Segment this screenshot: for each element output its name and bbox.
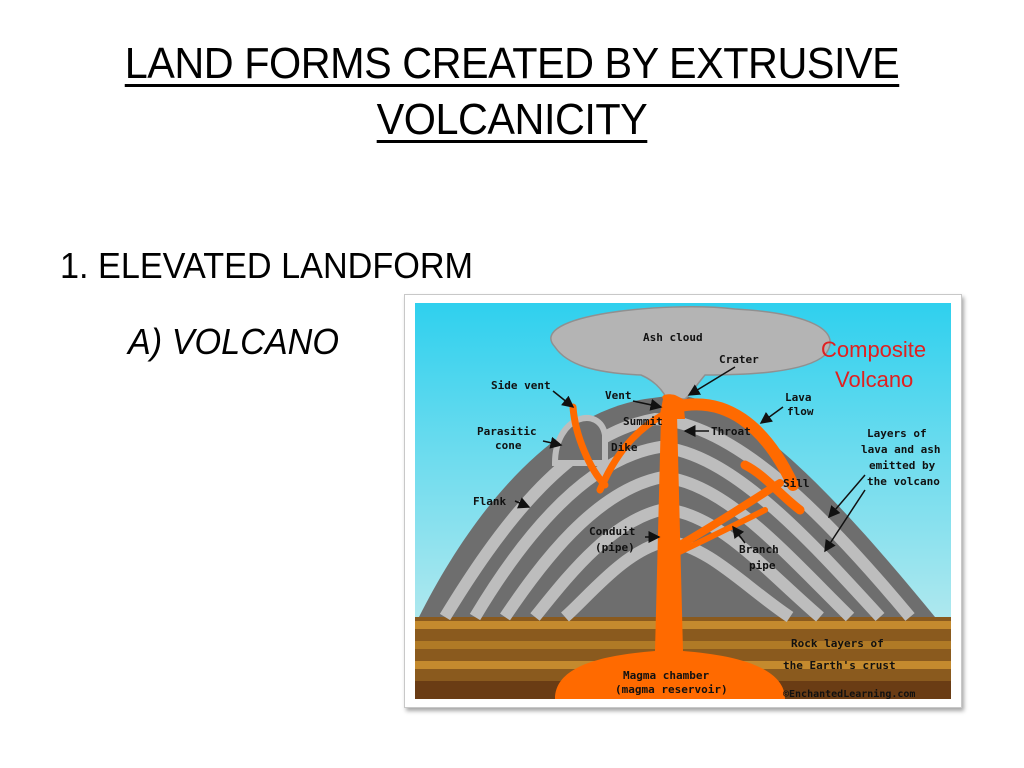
slide-title [31,36,994,148]
label-parasitic-cone-2: cone [495,439,522,452]
label-layers-3: emitted by [869,459,936,472]
label-rock-layers-2: the Earth's crust [783,659,896,672]
slide-title-line-2: VOLCANICITY [376,95,648,144]
diagram-title-line-2: Volcano [835,367,914,392]
slide-title-line-1: LAND FORMS CREATED BY EXTRUSIVE [124,39,900,88]
label-rock-layers-1: Rock layers of [791,637,884,650]
label-branch-pipe-1: Branch [739,543,779,556]
label-sill: Sill [783,477,810,490]
label-magma-chamber-1: Magma chamber [623,669,710,682]
diagram-title-line-1: Composite [821,337,927,362]
section-heading: 1. ELEVATED LANDFORM [60,245,474,286]
label-magma-chamber-2: (magma reservoir) [615,683,728,696]
label-conduit-2: (pipe) [595,541,635,554]
label-side-vent: Side vent [491,379,551,392]
label-credit: ©EnchantedLearning.com [783,689,916,700]
label-conduit-1: Conduit [589,525,636,538]
label-dike: Dike [611,441,638,454]
label-summit: Summit [623,415,663,428]
label-layers-1: Layers of [867,427,927,440]
label-ash-cloud: Ash cloud [643,331,703,344]
label-flank: Flank [473,495,507,508]
label-layers-2: lava and ash [861,443,941,456]
label-branch-pipe-2: pipe [749,559,776,572]
label-lava-flow-1: Lava [785,391,812,404]
label-vent: Vent [605,389,632,402]
label-crater: Crater [719,353,759,366]
volcano-illustration [405,295,961,707]
section-subheading: A) VOLCANO [128,321,339,362]
label-layers-4: the volcano [867,475,940,488]
label-parasitic-cone-1: Parasitic [477,425,537,438]
composite-volcano-diagram [404,294,962,708]
label-lava-flow-2: flow [787,405,814,418]
label-throat: Throat [711,425,751,438]
